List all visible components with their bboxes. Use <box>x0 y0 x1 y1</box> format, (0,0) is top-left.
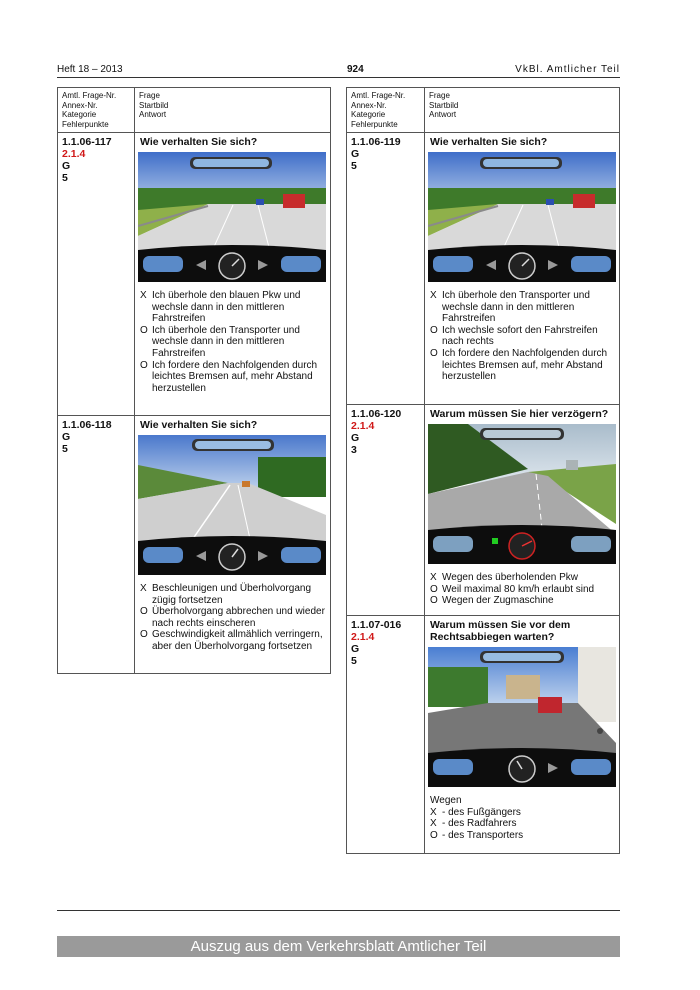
question-number: 1.1.06-117 <box>62 136 112 148</box>
indicator-light-icon <box>492 538 498 544</box>
annex-number: 2.1.4 <box>351 631 375 643</box>
category: G <box>351 432 360 444</box>
question-meta <box>58 416 135 674</box>
question-number: 1.1.07-016 <box>351 619 402 631</box>
category: G <box>62 431 71 443</box>
question-title: Wie verhalten Sie sich? <box>430 136 548 148</box>
pedestrian <box>597 728 603 734</box>
page-header <box>57 64 620 78</box>
answer-option: X - des Radfahrers <box>430 818 517 830</box>
answer-option: X Ich überhole den Transporter und wechsle dann in den mittleren Fahrstreifen <box>430 290 590 325</box>
answer-option: O Geschwindigkeit allmählich verringern, aber den Überholvorgang fortsetzen <box>140 629 323 652</box>
red-truck <box>283 194 305 208</box>
answer-list <box>430 290 616 383</box>
question-content <box>135 416 331 674</box>
red-car <box>538 697 562 713</box>
answer-option: X Wegen des überholenden Pkw <box>430 572 579 583</box>
blue-car <box>256 199 264 205</box>
question-title: Wie verhalten Sie sich? <box>140 419 258 431</box>
footer-rule <box>57 910 620 911</box>
error-points: 5 <box>351 655 357 667</box>
power-plant <box>566 460 578 470</box>
question-meta <box>58 133 135 416</box>
answer-list <box>140 290 327 394</box>
question-number: 1.1.06-118 <box>62 419 112 431</box>
category: G <box>351 643 360 655</box>
error-points: 5 <box>351 160 357 172</box>
question-column-header: Frage Startbild Antwort <box>425 88 620 133</box>
column-header-row <box>347 88 620 133</box>
question-column-header: Frage Startbild Antwort <box>135 88 331 133</box>
category: G <box>62 160 71 172</box>
error-points: 3 <box>351 444 357 456</box>
answer-list <box>430 572 616 607</box>
tractor <box>242 481 250 487</box>
start-image-city-junction <box>428 647 616 787</box>
answer-option: O Wegen der Zugmaschine <box>430 595 554 607</box>
error-points: 5 <box>62 172 68 184</box>
question-row <box>58 133 331 416</box>
question-meta <box>347 133 425 405</box>
red-truck <box>573 194 595 208</box>
answer-option: X Ich überhole den blauen Pkw und wechsle dann in den mittleren Fahrstreifen <box>140 290 301 325</box>
meta-column-header: Amtl. Frage-Nr. Annex-Nr. Kategorie Fehlerpunkte <box>58 88 135 133</box>
answer-list <box>140 583 327 653</box>
question-table-left <box>57 87 331 674</box>
question-row <box>58 416 331 674</box>
question-title: Wie verhalten Sie sich? <box>140 136 258 148</box>
start-image-highway-traffic <box>428 152 616 282</box>
question-title: Warum müssen Sie vor dem Rechtsabbiegen warten? <box>430 619 571 643</box>
question-meta <box>347 405 425 616</box>
answer-lead: Wegen <box>430 795 462 806</box>
answer-list <box>430 795 616 841</box>
issue-label: Heft 18 – 2013 <box>57 64 123 75</box>
answer-option: X Beschleunigen und Überholvorgang zügig fortsetzen <box>140 583 312 606</box>
question-row <box>347 616 620 854</box>
publication-title: VkBl. Amtlicher Teil <box>515 64 620 75</box>
answer-option: O Ich überhole den Transporter und wechsle dann in den mittleren Fahrstreifen <box>140 324 300 359</box>
question-content <box>135 133 331 416</box>
column-header-row <box>58 88 331 133</box>
start-image-country-road <box>428 424 616 564</box>
answer-option: O Ich fordere den Nachfolgenden durch leichtes Bremsen auf, mehr Abstand herzustellen <box>140 359 318 394</box>
question-number: 1.1.06-120 <box>351 408 402 420</box>
question-row <box>347 133 620 405</box>
category: G <box>351 148 360 160</box>
question-number: 1.1.06-119 <box>351 136 401 148</box>
header-rule <box>57 77 620 78</box>
footer-banner: Auszug aus dem Verkehrsblatt Amtlicher Teil <box>57 936 620 957</box>
blue-car <box>546 199 554 205</box>
annex-number: 2.1.4 <box>351 420 375 432</box>
meta-column-header: Amtl. Frage-Nr. Annex-Nr. Kategorie Fehlerpunkte <box>347 88 425 133</box>
start-image-highway-traffic <box>138 152 326 282</box>
question-table-right <box>346 87 620 854</box>
answer-option: O Ich wechsle sofort den Fahrstreifen nach rechts <box>430 324 598 348</box>
answer-option: O Weil maximal 80 km/h erlaubt sind <box>430 583 595 595</box>
answer-option: X - des Fußgängers <box>430 806 521 818</box>
question-content <box>425 616 620 854</box>
question-row <box>347 405 620 616</box>
answer-option: O Überholvorgang abbrechen und wieder nach rechts einscheren <box>140 606 325 629</box>
question-meta <box>347 616 425 854</box>
start-image-overtaking-tractor <box>138 435 326 575</box>
answer-option: O - des Transporters <box>430 829 524 841</box>
error-points: 5 <box>62 443 68 455</box>
question-content <box>425 133 620 405</box>
question-content <box>425 405 620 616</box>
question-title: Warum müssen Sie hier verzögern? <box>430 408 609 420</box>
answer-option: O Ich fordere den Nachfolgenden durch leichtes Bremsen auf, mehr Abstand herzustellen <box>430 347 608 383</box>
annex-number: 2.1.4 <box>62 148 86 160</box>
page-number: 924 <box>347 64 364 75</box>
